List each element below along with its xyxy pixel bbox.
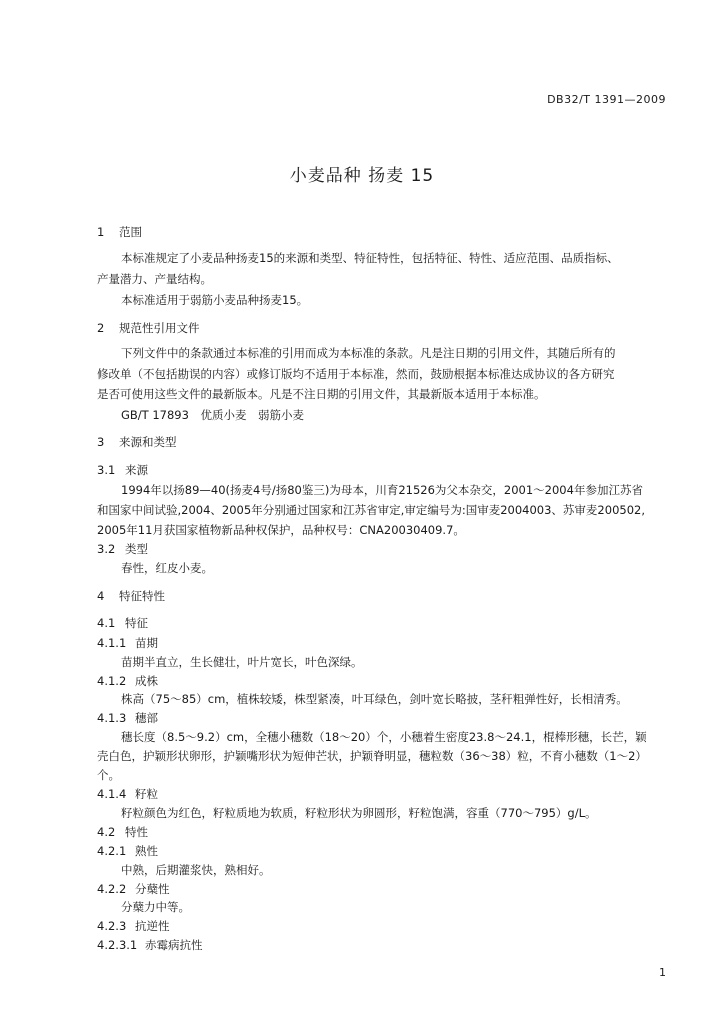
subsection-heading: 4.1.3 穗部 bbox=[97, 711, 158, 725]
subsection-heading: 4.2 特性 bbox=[97, 825, 148, 839]
paragraph-line: 2005年11月获国家植物新品种权保护，品种权号：CNA20030409.7。 bbox=[97, 523, 465, 537]
paragraph-line: 春性，红皮小麦。 bbox=[121, 561, 213, 575]
page-title: 小麦品种 扬麦 15 bbox=[289, 166, 435, 186]
paragraph-line: 中熟，后期灌浆快，熟相好。 bbox=[121, 863, 271, 877]
paragraph-line: 分蘖力中等。 bbox=[121, 900, 190, 914]
subsection-heading: 4.1 特征 bbox=[97, 616, 148, 630]
paragraph-line: 和国家中间试验,2004、2005年分别通过国家和江苏省审定,审定编号为:国审麦2004003、苏审麦200502, bbox=[97, 503, 645, 517]
subsection-heading: 4.2.2 分蘖性 bbox=[97, 882, 170, 896]
subsection-heading: 4.2.1 熟性 bbox=[97, 844, 158, 858]
paragraph-line: 本标准适用于弱筋小麦品种扬麦15。 bbox=[121, 293, 309, 307]
section-heading: 3 来源和类型 bbox=[97, 435, 177, 449]
section-heading: 2 规范性引用文件 bbox=[97, 321, 200, 335]
page-number: 1 bbox=[659, 966, 666, 979]
reference-line: GB/T 17893 优质小麦 弱筋小麦 bbox=[121, 408, 304, 422]
subsection-heading: 4.1.4 籽粒 bbox=[97, 787, 158, 801]
document-number: DB32/T 1391—2009 bbox=[547, 93, 666, 106]
subsection-heading: 3.1 来源 bbox=[97, 463, 148, 477]
paragraph-line: 壳白色，护颖形状卵形，护颖嘴形状为短伸芒状，护颖脊明显，穗粒数（36～38）粒，不育小穗数（1～2） bbox=[97, 749, 647, 763]
paragraph-line: 本标准规定了小麦品种扬麦15的来源和类型、特征特性，包括特征、特性、适应范围、品质指标、 bbox=[121, 251, 619, 265]
subsection-heading: 4.2.3 抗逆性 bbox=[97, 919, 170, 933]
subsection-heading: 4.1.1 苗期 bbox=[97, 636, 158, 650]
paragraph-line: 株高（75～85）cm，植株较矮，株型紧凑，叶耳绿色，剑叶宽长略披，茎秆粗弹性好，长相清秀。 bbox=[121, 692, 628, 706]
subsection-heading: 4.1.2 成株 bbox=[97, 674, 158, 688]
subsection-heading: 4.2.3.1 赤霉病抗性 bbox=[97, 938, 203, 952]
paragraph-line: 是否可使用这些文件的最新版本。凡是不注日期的引用文件，其最新版本适用于本标准。 bbox=[97, 387, 546, 401]
subsection-heading: 3.2 类型 bbox=[97, 542, 148, 556]
paragraph-line: 穗长度（8.5～9.2）cm，全穗小穗数（18～20）个，小穗着生密度23.8～24.1，棍棒形穗，长芒，颖 bbox=[121, 730, 647, 744]
section-heading: 4 特征特性 bbox=[97, 589, 165, 603]
paragraph-line: 产量潜力、产量结构。 bbox=[97, 272, 212, 286]
section-heading: 1 范围 bbox=[97, 225, 142, 239]
paragraph-line: 下列文件中的条款通过本标准的引用而成为本标准的条款。凡是注日期的引用文件，其随后所有的 bbox=[121, 346, 616, 360]
paragraph-line: 1994年以扬89—40(扬麦4号/扬80鉴三)为母本，川育21526为父本杂交，2001～2004年参加江苏省 bbox=[121, 483, 643, 497]
paragraph-line: 籽粒颜色为红色，籽粒质地为软质，籽粒形状为卵圆形，籽粒饱满，容重（770～795）g/L。 bbox=[121, 806, 597, 820]
paragraph-line: 个。 bbox=[97, 768, 120, 782]
paragraph-line: 修改单（不包括勘误的内容）或修订版均不适用于本标准，然而，鼓励根据本标准达成协议的各方研究 bbox=[97, 367, 615, 381]
paragraph-line: 苗期半直立，生长健壮，叶片宽长，叶色深绿。 bbox=[121, 655, 363, 669]
